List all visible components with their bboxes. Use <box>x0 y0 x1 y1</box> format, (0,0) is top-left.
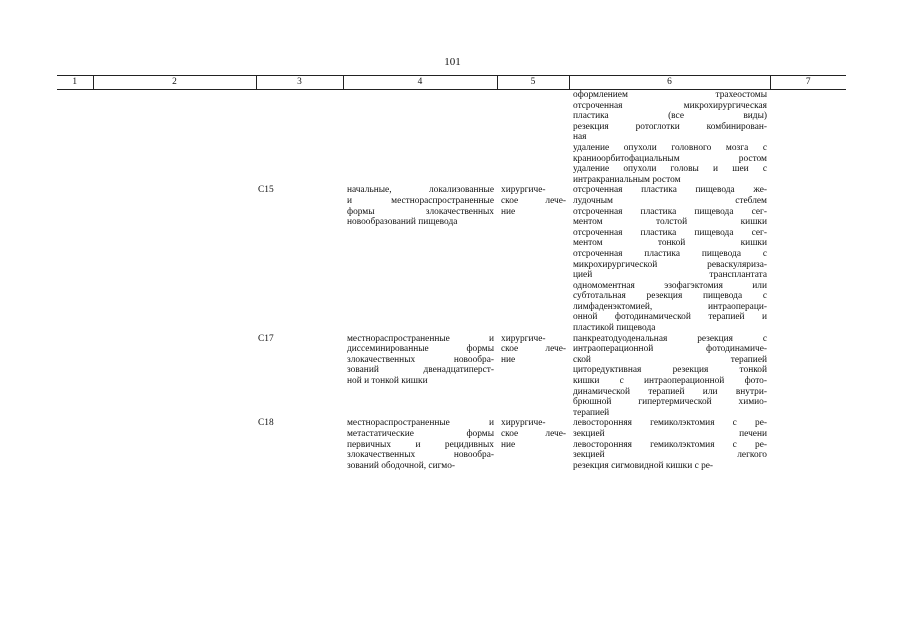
condition-description <box>343 90 497 186</box>
text-line: зекцией печени <box>573 429 767 439</box>
table-row <box>57 185 846 333</box>
text-line: новообразований пищевода <box>347 217 458 228</box>
column-number: 6 <box>569 76 770 90</box>
column-number: 5 <box>497 76 569 90</box>
text-line: пластикой пищевода <box>573 323 656 334</box>
condition-description <box>343 418 497 471</box>
table-row <box>57 334 846 419</box>
text-line: брюшной гипертермической химио- <box>573 397 767 408</box>
diagnosis-code-text: C17 <box>258 333 274 344</box>
text-line: отсроченная микрохирургическая <box>573 100 767 111</box>
column-7-cell <box>770 90 846 186</box>
text-line: начальные, локализованные <box>347 185 494 196</box>
treatment-type <box>497 90 569 186</box>
text-line: местнораспространенные и <box>347 418 494 429</box>
treatment-methods <box>569 334 770 419</box>
text-line: зований двенадцатиперст- <box>347 365 494 376</box>
page-number: 101 <box>444 56 461 68</box>
text-line: субтотальная резекция пищевода с <box>573 291 767 302</box>
text-line: ментом толстой кишки <box>573 217 767 228</box>
text-line: ское лече- <box>501 344 566 355</box>
text-line: левосторонняя гемиколэктомия с ре- <box>573 418 767 429</box>
text-line: микрохирургической реваскуляриза- <box>573 259 767 270</box>
diagnosis-code <box>256 334 343 419</box>
text-line: отсроченная пластика пищевода с <box>573 248 767 259</box>
column-7-cell <box>770 334 846 419</box>
text-line: ная <box>573 132 587 143</box>
text-line: краниоорбитофациальным ростом <box>573 153 767 164</box>
text-line: удаление опухоли головы и шеи с <box>573 164 767 175</box>
text-line: резекция ротоглотки комбинирован- <box>573 121 767 132</box>
column-1-cell <box>57 418 93 471</box>
condition-description <box>343 334 497 419</box>
text-line: ментом тонкой кишки <box>573 238 767 249</box>
diagnosis-code <box>256 185 343 333</box>
text-line: первичных и рецидивных <box>347 439 494 450</box>
diagnosis-code-text: C18 <box>258 418 274 429</box>
text-line: ское лече- <box>501 195 566 206</box>
text-line: онной фотодинамической терапией и <box>573 312 767 323</box>
text-line: оформлением трахеостомы <box>573 90 767 100</box>
text-line: злокачественных новообра- <box>347 354 494 365</box>
column-1-cell <box>57 334 93 419</box>
column-1-cell <box>57 90 93 186</box>
text-line: метастатические формы <box>347 429 494 439</box>
text-line: ной и тонкой кишки <box>347 376 428 387</box>
table-row <box>57 90 846 186</box>
text-line: резекция сигмовидной кишки с ре- <box>573 460 714 471</box>
text-line: одномоментная эзофагэктомия или <box>573 280 767 291</box>
text-line: зекцией легкого <box>573 450 767 461</box>
text-line: и местнораспространенные <box>347 195 494 206</box>
text-line: зований ободочной, сигмо- <box>347 460 456 471</box>
column-2-cell <box>93 334 256 419</box>
treatment-methods <box>569 185 770 333</box>
text-line: отсроченная пластика пищевода сег- <box>573 206 767 217</box>
treatment-methods <box>569 90 770 186</box>
text-line: ское лече- <box>501 429 566 439</box>
diagnosis-code <box>256 90 343 186</box>
text-line: хирургиче- <box>501 333 546 344</box>
diagnosis-code <box>256 418 343 471</box>
column-number: 1 <box>57 76 93 90</box>
column-number: 3 <box>256 76 343 90</box>
column-number: 7 <box>770 76 846 90</box>
treatment-type <box>497 334 569 419</box>
column-1-cell <box>57 185 93 333</box>
column-2-cell <box>93 185 256 333</box>
text-line: удаление опухоли головного мозга с <box>573 142 767 153</box>
text-line: кишки с интраоперационной фото- <box>573 376 767 387</box>
treatment-type <box>497 185 569 333</box>
column-7-cell <box>770 185 846 333</box>
column-2-cell <box>93 90 256 186</box>
text-line: пластика (все виды) <box>573 111 767 122</box>
text-line: динамической терапией или внутри- <box>573 386 767 397</box>
text-line: хирургиче- <box>501 185 546 196</box>
text-line: лимфаденэктомией, интраопераци- <box>573 301 767 312</box>
condition-description <box>343 185 497 333</box>
treatment-methods <box>569 418 770 471</box>
text-line: ние <box>501 439 516 450</box>
column-2-cell <box>93 418 256 471</box>
text-line: местнораспространенные и <box>347 333 494 344</box>
column-number-row <box>57 76 846 90</box>
diagnosis-code-text: C15 <box>258 185 274 196</box>
column-number: 2 <box>93 76 256 90</box>
text-line: терапией <box>573 407 610 418</box>
text-line: панкреатодуоденальная резекция с <box>573 333 767 344</box>
table-row <box>57 418 846 471</box>
text-line: диссеминированные формы <box>347 344 494 355</box>
medical-care-table <box>57 75 846 471</box>
column-number: 4 <box>343 76 497 90</box>
treatment-type <box>497 418 569 471</box>
text-line: интраоперационной фотодинамиче- <box>573 344 767 355</box>
text-line: отсроченная пластика пищевода же- <box>573 185 767 196</box>
text-line: циторедуктивная резекция тонкой <box>573 365 767 376</box>
text-line: злокачественных новообра- <box>347 450 494 461</box>
text-line: ние <box>501 206 516 217</box>
column-7-cell <box>770 418 846 471</box>
text-line: интракраниальным ростом <box>573 174 681 185</box>
table-body <box>57 90 846 472</box>
text-line: хирургиче- <box>501 418 546 429</box>
text-line: формы злокачественных <box>347 206 494 217</box>
text-line: левосторонняя гемиколэктомия с ре- <box>573 439 767 450</box>
text-line: отсроченная пластика пищевода сег- <box>573 227 767 238</box>
text-line: ние <box>501 354 516 365</box>
text-line: ской терапией <box>573 354 767 365</box>
text-line: цией трансплантата <box>573 270 767 281</box>
text-line: лудочным стеблем <box>573 195 767 206</box>
